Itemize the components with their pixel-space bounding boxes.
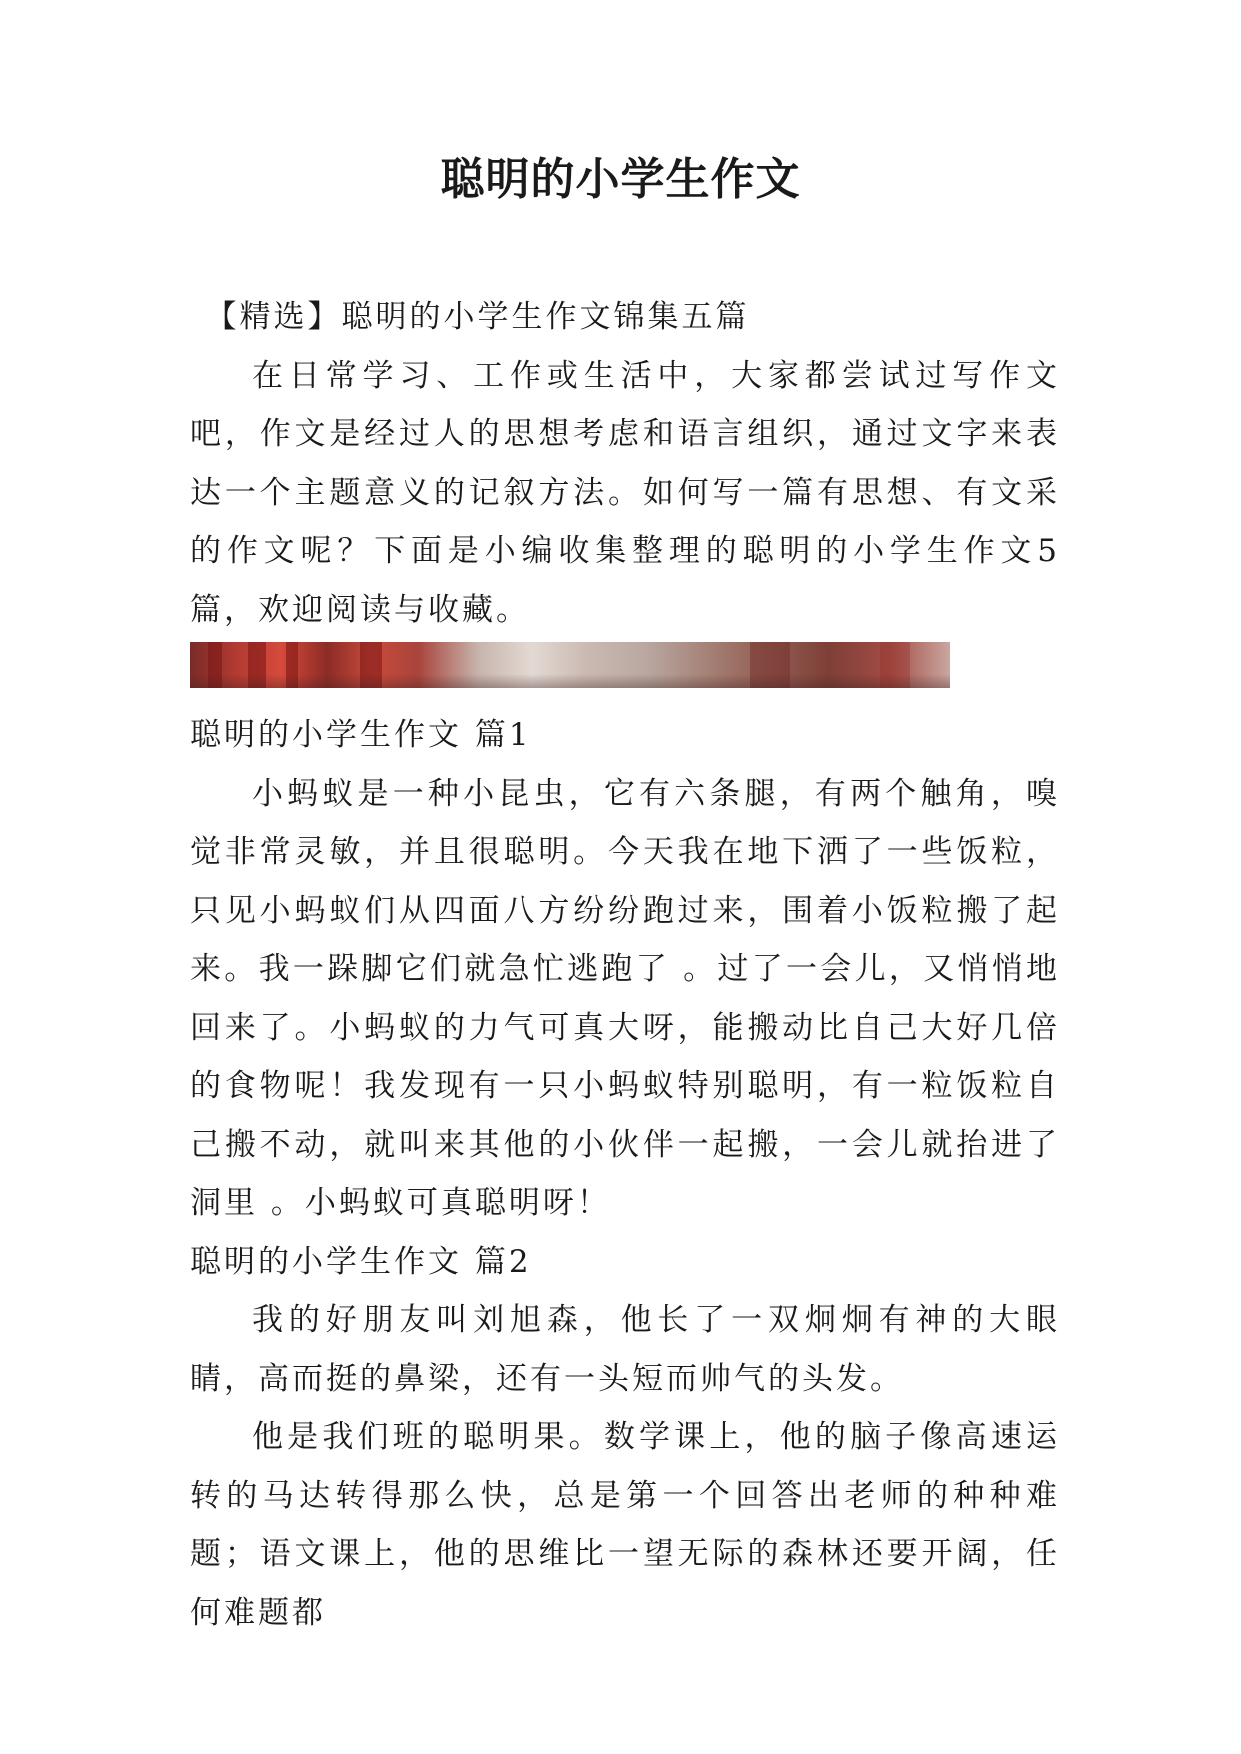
section-paragraph: 我的好朋友叫刘旭森，他长了一双炯炯有神的大眼睛，高而挺的鼻梁，还有一头短而帅气的头发。: [190, 1302, 1060, 1397]
document-subtitle: 【精选】聪明的小学生作文锦集五篇: [205, 299, 750, 335]
section-paragraph: 他是我们班的聪明果。数学课上，他的脑子像高速运转的马达转得那么快，总是第一个回答出老师的种种难题；语文课上，他的思维比一望无际的森林还要开阔，任何难题都: [190, 1419, 1060, 1631]
section-heading: 聪明的小学生作文 篇2: [190, 1243, 532, 1280]
section-paragraph: 小蚂蚁是一种小昆虫，它有六条腿，有两个触角，嗅觉非常灵敏，并且很聪明。今天我在地下洒了一些饭粒，只见小蚂蚁们从四面八方纷纷跑过来，围着小饭粒搬了起来。我一跺脚它们就急忙逃跑了 。过了一会儿，又悄悄地回来了。小蚂蚁的力气可真大呀，能搬动比自己大好几倍的食物呢！我发现有一只小蚂蚁特别聪明，有一粒饭粒自己搬不动，就叫来其他的小伙伴一起搬，一会儿就抬进了洞里 。小蚂蚁可真聪明呀！: [190, 775, 1060, 1221]
section-heading: 聪明的小学生作文 篇1: [190, 717, 532, 753]
banner-photo: [190, 642, 950, 688]
document-body: [190, 288, 1060, 1642]
intro-paragraph: 在日常学习、工作或生活中，大家都尝试过写作文吧，作文是经过人的思想考虑和语言组织，通过文字来表达一个主题意义的记叙方法。如何写一篇有思想、有文采的作文呢？下面是小编收集整理的聪明的小学生作文5篇，欢迎阅读与收藏。: [190, 357, 1060, 628]
document-title: 聪明的小学生作文: [440, 154, 801, 205]
